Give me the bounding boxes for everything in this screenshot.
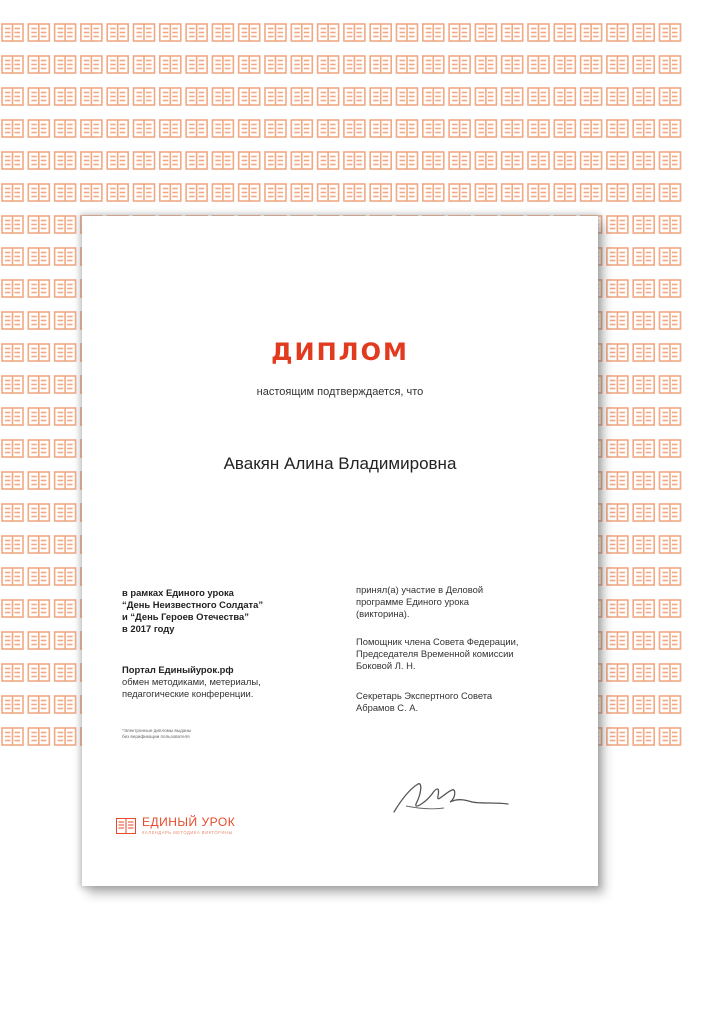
pattern-book-icon — [318, 152, 339, 169]
pattern-book-icon — [160, 120, 181, 137]
pattern-book-icon — [502, 88, 523, 105]
pattern-book-icon — [607, 632, 628, 649]
pattern-book-icon — [423, 24, 444, 41]
pattern-book-icon — [370, 56, 391, 73]
text-line: (викторина). — [356, 608, 410, 619]
pattern-book-icon — [291, 88, 312, 105]
pattern-book-icon — [318, 24, 339, 41]
pattern-book-icon — [344, 184, 365, 201]
pattern-book-icon — [660, 56, 681, 73]
pattern-book-icon — [660, 184, 681, 201]
pattern-book-icon — [134, 184, 155, 201]
pattern-book-icon — [212, 24, 233, 41]
pattern-book-icon — [660, 728, 681, 745]
pattern-book-icon — [28, 568, 49, 585]
pattern-book-icon — [607, 120, 628, 137]
pattern-book-icon — [633, 600, 654, 617]
pattern-book-icon — [370, 184, 391, 201]
pattern-book-icon — [528, 152, 549, 169]
logo-subtext: КАЛЕНДАРЬ МЕТОДИКА ВИКТОРИНЫ — [142, 830, 233, 835]
pattern-book-icon — [55, 88, 76, 105]
pattern-book-icon — [449, 88, 470, 105]
pattern-book-icon — [186, 184, 207, 201]
pattern-book-icon — [370, 24, 391, 41]
pattern-book-icon — [2, 728, 23, 745]
diploma-subtitle: настоящим подтверждается, что — [256, 386, 424, 398]
pattern-book-icon — [607, 152, 628, 169]
pattern-book-icon — [581, 88, 602, 105]
pattern-book-icon — [160, 184, 181, 201]
pattern-book-icon — [397, 88, 418, 105]
pattern-book-icon — [28, 56, 49, 73]
participation-info — [356, 584, 576, 732]
pattern-book-icon — [633, 88, 654, 105]
pattern-book-icon — [186, 24, 207, 41]
pattern-book-icon — [212, 88, 233, 105]
pattern-book-icon — [55, 248, 76, 265]
pattern-book-icon — [633, 632, 654, 649]
pattern-book-icon — [528, 88, 549, 105]
text-line: принял(а) участие в Деловой — [356, 584, 484, 595]
pattern-book-icon — [239, 152, 260, 169]
pattern-book-icon — [660, 88, 681, 105]
pattern-book-icon — [449, 56, 470, 73]
event-line: “День Неизвестного Солдата” — [122, 599, 264, 610]
signatory-2 — [356, 690, 576, 714]
pattern-book-icon — [265, 24, 286, 41]
pattern-book-icon — [2, 376, 23, 393]
pattern-book-icon — [28, 152, 49, 169]
pattern-book-icon — [134, 120, 155, 137]
pattern-book-icon — [28, 472, 49, 489]
pattern-book-icon — [475, 88, 496, 105]
pattern-book-icon — [186, 56, 207, 73]
pattern-book-icon — [554, 24, 575, 41]
pattern-book-icon — [291, 120, 312, 137]
pattern-book-icon — [607, 408, 628, 425]
pattern-book-icon — [344, 56, 365, 73]
pattern-book-icon — [28, 120, 49, 137]
pattern-book-icon — [554, 56, 575, 73]
pattern-book-icon — [633, 568, 654, 585]
text-line: Помощник члена Совета Федерации, — [356, 636, 519, 647]
pattern-book-icon — [239, 56, 260, 73]
pattern-book-icon — [160, 24, 181, 41]
pattern-book-icon — [660, 408, 681, 425]
pattern-book-icon — [28, 88, 49, 105]
pattern-book-icon — [633, 504, 654, 521]
pattern-book-icon — [55, 536, 76, 553]
pattern-book-icon — [607, 280, 628, 297]
pattern-book-icon — [2, 248, 23, 265]
pattern-book-icon — [528, 24, 549, 41]
logo — [116, 816, 235, 835]
pattern-book-icon — [633, 120, 654, 137]
pattern-book-icon — [423, 56, 444, 73]
pattern-book-icon — [265, 152, 286, 169]
pattern-book-icon — [607, 504, 628, 521]
pattern-book-icon — [607, 440, 628, 457]
pattern-book-icon — [660, 664, 681, 681]
pattern-book-icon — [160, 56, 181, 73]
pattern-book-icon — [581, 120, 602, 137]
pattern-book-icon — [81, 120, 102, 137]
book-logo-icon — [116, 818, 136, 834]
pattern-book-icon — [475, 184, 496, 201]
pattern-book-icon — [607, 56, 628, 73]
pattern-book-icon — [502, 56, 523, 73]
pattern-book-icon — [607, 728, 628, 745]
pattern-book-icon — [28, 184, 49, 201]
pattern-book-icon — [633, 184, 654, 201]
event-line: и “День Героев Отечества” — [122, 611, 249, 622]
pattern-book-icon — [607, 216, 628, 233]
pattern-book-icon — [239, 184, 260, 201]
pattern-book-icon — [134, 24, 155, 41]
pattern-book-icon — [2, 184, 23, 201]
logo-wordmark — [142, 816, 235, 835]
pattern-book-icon — [607, 344, 628, 361]
logo-text: ЕДИНЫЙ УРОК — [142, 815, 236, 829]
participation-text — [356, 584, 576, 620]
pattern-book-icon — [633, 248, 654, 265]
pattern-book-icon — [318, 56, 339, 73]
pattern-book-icon — [607, 696, 628, 713]
pattern-book-icon — [2, 280, 23, 297]
pattern-book-icon — [2, 568, 23, 585]
event-info — [122, 587, 352, 740]
pattern-book-icon — [660, 120, 681, 137]
pattern-book-icon — [660, 696, 681, 713]
pattern-book-icon — [107, 120, 128, 137]
pattern-book-icon — [55, 312, 76, 329]
pattern-book-icon — [607, 568, 628, 585]
pattern-book-icon — [475, 120, 496, 137]
pattern-book-icon — [581, 24, 602, 41]
pattern-book-icon — [633, 696, 654, 713]
pattern-book-icon — [370, 88, 391, 105]
pattern-book-icon — [449, 184, 470, 201]
pattern-book-icon — [318, 184, 339, 201]
pattern-book-icon — [660, 24, 681, 41]
pattern-book-icon — [28, 536, 49, 553]
pattern-book-icon — [2, 536, 23, 553]
pattern-book-icon — [660, 504, 681, 521]
portal-title: Портал Единыйурок.рф — [122, 664, 234, 675]
pattern-book-icon — [660, 280, 681, 297]
text-line: Абрамов С. А. — [356, 702, 419, 713]
pattern-book-icon — [607, 664, 628, 681]
recipient-name: Авакян Алина Владимировна — [223, 454, 457, 473]
pattern-book-icon — [291, 152, 312, 169]
portal-description: обмен методиками, метериалы, — [122, 676, 261, 687]
pattern-book-icon — [55, 472, 76, 489]
text-line: Председателя Временной комиссии — [356, 648, 514, 659]
pattern-book-icon — [344, 152, 365, 169]
pattern-book-icon — [502, 24, 523, 41]
pattern-book-icon — [633, 440, 654, 457]
pattern-book-icon — [28, 312, 49, 329]
pattern-book-icon — [449, 152, 470, 169]
pattern-book-icon — [633, 472, 654, 489]
diploma-card — [82, 216, 598, 886]
pattern-book-icon — [212, 152, 233, 169]
pattern-book-icon — [55, 408, 76, 425]
pattern-book-icon — [55, 728, 76, 745]
pattern-book-icon — [633, 312, 654, 329]
pattern-book-icon — [55, 216, 76, 233]
pattern-book-icon — [660, 536, 681, 553]
pattern-book-icon — [107, 88, 128, 105]
pattern-book-icon — [475, 24, 496, 41]
pattern-book-icon — [370, 120, 391, 137]
pattern-book-icon — [55, 280, 76, 297]
footnote — [122, 728, 352, 740]
pattern-book-icon — [607, 312, 628, 329]
pattern-book-icon — [344, 88, 365, 105]
pattern-book-icon — [660, 376, 681, 393]
pattern-book-icon — [449, 24, 470, 41]
pattern-book-icon — [423, 120, 444, 137]
pattern-book-icon — [554, 152, 575, 169]
pattern-book-icon — [2, 56, 23, 73]
pattern-book-icon — [107, 152, 128, 169]
pattern-book-icon — [160, 152, 181, 169]
pattern-book-icon — [397, 56, 418, 73]
pattern-book-icon — [55, 440, 76, 457]
pattern-book-icon — [81, 56, 102, 73]
pattern-book-icon — [607, 248, 628, 265]
pattern-book-icon — [370, 152, 391, 169]
pattern-book-icon — [28, 600, 49, 617]
pattern-book-icon — [2, 24, 23, 41]
pattern-book-icon — [28, 440, 49, 457]
pattern-book-icon — [239, 88, 260, 105]
pattern-book-icon — [186, 120, 207, 137]
pattern-book-icon — [607, 600, 628, 617]
pattern-book-icon — [28, 248, 49, 265]
pattern-book-icon — [107, 24, 128, 41]
pattern-book-icon — [660, 472, 681, 489]
pattern-book-icon — [423, 88, 444, 105]
pattern-book-icon — [212, 184, 233, 201]
pattern-book-icon — [55, 184, 76, 201]
pattern-book-icon — [397, 152, 418, 169]
pattern-book-icon — [633, 24, 654, 41]
pattern-book-icon — [55, 664, 76, 681]
pattern-book-icon — [397, 120, 418, 137]
pattern-book-icon — [581, 56, 602, 73]
pattern-book-icon — [28, 728, 49, 745]
pattern-book-icon — [660, 344, 681, 361]
pattern-book-icon — [528, 56, 549, 73]
pattern-book-icon — [28, 344, 49, 361]
pattern-book-icon — [291, 184, 312, 201]
pattern-book-icon — [528, 120, 549, 137]
pattern-book-icon — [344, 120, 365, 137]
pattern-book-icon — [265, 184, 286, 201]
pattern-book-icon — [502, 152, 523, 169]
event-line: в рамках Единого урока — [122, 587, 234, 598]
pattern-book-icon — [633, 408, 654, 425]
pattern-book-icon — [633, 152, 654, 169]
pattern-book-icon — [55, 152, 76, 169]
pattern-book-icon — [660, 600, 681, 617]
pattern-book-icon — [607, 88, 628, 105]
pattern-book-icon — [55, 600, 76, 617]
pattern-book-icon — [81, 152, 102, 169]
pattern-book-icon — [81, 88, 102, 105]
pattern-book-icon — [55, 568, 76, 585]
footnote-line: без верификации пользователя — [122, 734, 190, 739]
pattern-book-icon — [55, 24, 76, 41]
pattern-book-icon — [607, 184, 628, 201]
pattern-book-icon — [423, 152, 444, 169]
pattern-book-icon — [55, 344, 76, 361]
portal-info — [122, 664, 352, 700]
pattern-book-icon — [660, 312, 681, 329]
pattern-book-icon — [554, 184, 575, 201]
signature-icon — [386, 772, 516, 822]
pattern-book-icon — [554, 88, 575, 105]
pattern-book-icon — [633, 376, 654, 393]
pattern-book-icon — [107, 184, 128, 201]
pattern-book-icon — [318, 120, 339, 137]
pattern-book-icon — [660, 152, 681, 169]
pattern-book-icon — [55, 504, 76, 521]
pattern-book-icon — [28, 24, 49, 41]
pattern-book-icon — [660, 216, 681, 233]
pattern-book-icon — [55, 120, 76, 137]
text-line: Боковой Л. Н. — [356, 660, 416, 671]
pattern-book-icon — [134, 152, 155, 169]
pattern-book-icon — [160, 88, 181, 105]
pattern-book-icon — [212, 56, 233, 73]
pattern-book-icon — [475, 152, 496, 169]
pattern-book-icon — [186, 88, 207, 105]
pattern-book-icon — [2, 312, 23, 329]
pattern-book-icon — [633, 728, 654, 745]
pattern-book-icon — [502, 120, 523, 137]
pattern-book-icon — [2, 408, 23, 425]
pattern-book-icon — [81, 24, 102, 41]
pattern-book-icon — [475, 56, 496, 73]
pattern-book-icon — [581, 152, 602, 169]
text-line: Секретарь Экспертного Совета — [356, 690, 493, 701]
pattern-book-icon — [449, 120, 470, 137]
pattern-book-icon — [265, 120, 286, 137]
pattern-book-icon — [660, 568, 681, 585]
pattern-book-icon — [554, 120, 575, 137]
pattern-book-icon — [28, 696, 49, 713]
pattern-book-icon — [134, 56, 155, 73]
pattern-book-icon — [344, 24, 365, 41]
signatory-1 — [356, 636, 576, 672]
pattern-book-icon — [633, 56, 654, 73]
pattern-book-icon — [265, 88, 286, 105]
pattern-book-icon — [239, 120, 260, 137]
pattern-book-icon — [55, 632, 76, 649]
pattern-book-icon — [318, 88, 339, 105]
event-line: в 2017 году — [122, 623, 175, 634]
pattern-book-icon — [28, 632, 49, 649]
pattern-book-icon — [2, 696, 23, 713]
footnote-line: *Электронные дипломы выданы — [122, 728, 192, 733]
pattern-book-icon — [423, 184, 444, 201]
pattern-book-icon — [397, 24, 418, 41]
pattern-book-icon — [28, 504, 49, 521]
pattern-book-icon — [633, 664, 654, 681]
pattern-book-icon — [2, 152, 23, 169]
pattern-book-icon — [265, 56, 286, 73]
pattern-book-icon — [2, 600, 23, 617]
pattern-book-icon — [2, 216, 23, 233]
pattern-book-icon — [633, 216, 654, 233]
pattern-book-icon — [28, 280, 49, 297]
pattern-book-icon — [2, 472, 23, 489]
pattern-book-icon — [55, 376, 76, 393]
pattern-book-icon — [2, 88, 23, 105]
pattern-book-icon — [2, 120, 23, 137]
pattern-book-icon — [660, 248, 681, 265]
pattern-book-icon — [2, 440, 23, 457]
pattern-book-icon — [607, 536, 628, 553]
pattern-book-icon — [186, 152, 207, 169]
pattern-book-icon — [633, 344, 654, 361]
text-line: программе Единого урока — [356, 596, 469, 607]
pattern-book-icon — [2, 632, 23, 649]
pattern-book-icon — [397, 184, 418, 201]
portal-description: педагогические конференции. — [122, 688, 254, 699]
pattern-book-icon — [581, 184, 602, 201]
pattern-book-icon — [633, 280, 654, 297]
pattern-book-icon — [660, 632, 681, 649]
pattern-book-icon — [528, 184, 549, 201]
pattern-book-icon — [107, 56, 128, 73]
pattern-book-icon — [239, 24, 260, 41]
pattern-book-icon — [607, 24, 628, 41]
pattern-book-icon — [2, 664, 23, 681]
pattern-book-icon — [28, 376, 49, 393]
pattern-book-icon — [81, 184, 102, 201]
pattern-book-icon — [2, 504, 23, 521]
diploma-title: ДИПЛОМ — [271, 338, 409, 366]
pattern-book-icon — [28, 664, 49, 681]
pattern-book-icon — [291, 56, 312, 73]
pattern-book-icon — [607, 376, 628, 393]
pattern-book-icon — [28, 408, 49, 425]
pattern-book-icon — [607, 472, 628, 489]
pattern-book-icon — [2, 344, 23, 361]
pattern-book-icon — [134, 88, 155, 105]
pattern-book-icon — [291, 24, 312, 41]
pattern-book-icon — [212, 120, 233, 137]
pattern-book-icon — [55, 696, 76, 713]
pattern-book-icon — [633, 536, 654, 553]
pattern-book-icon — [660, 440, 681, 457]
pattern-book-icon — [55, 56, 76, 73]
pattern-book-icon — [28, 216, 49, 233]
pattern-book-icon — [502, 184, 523, 201]
